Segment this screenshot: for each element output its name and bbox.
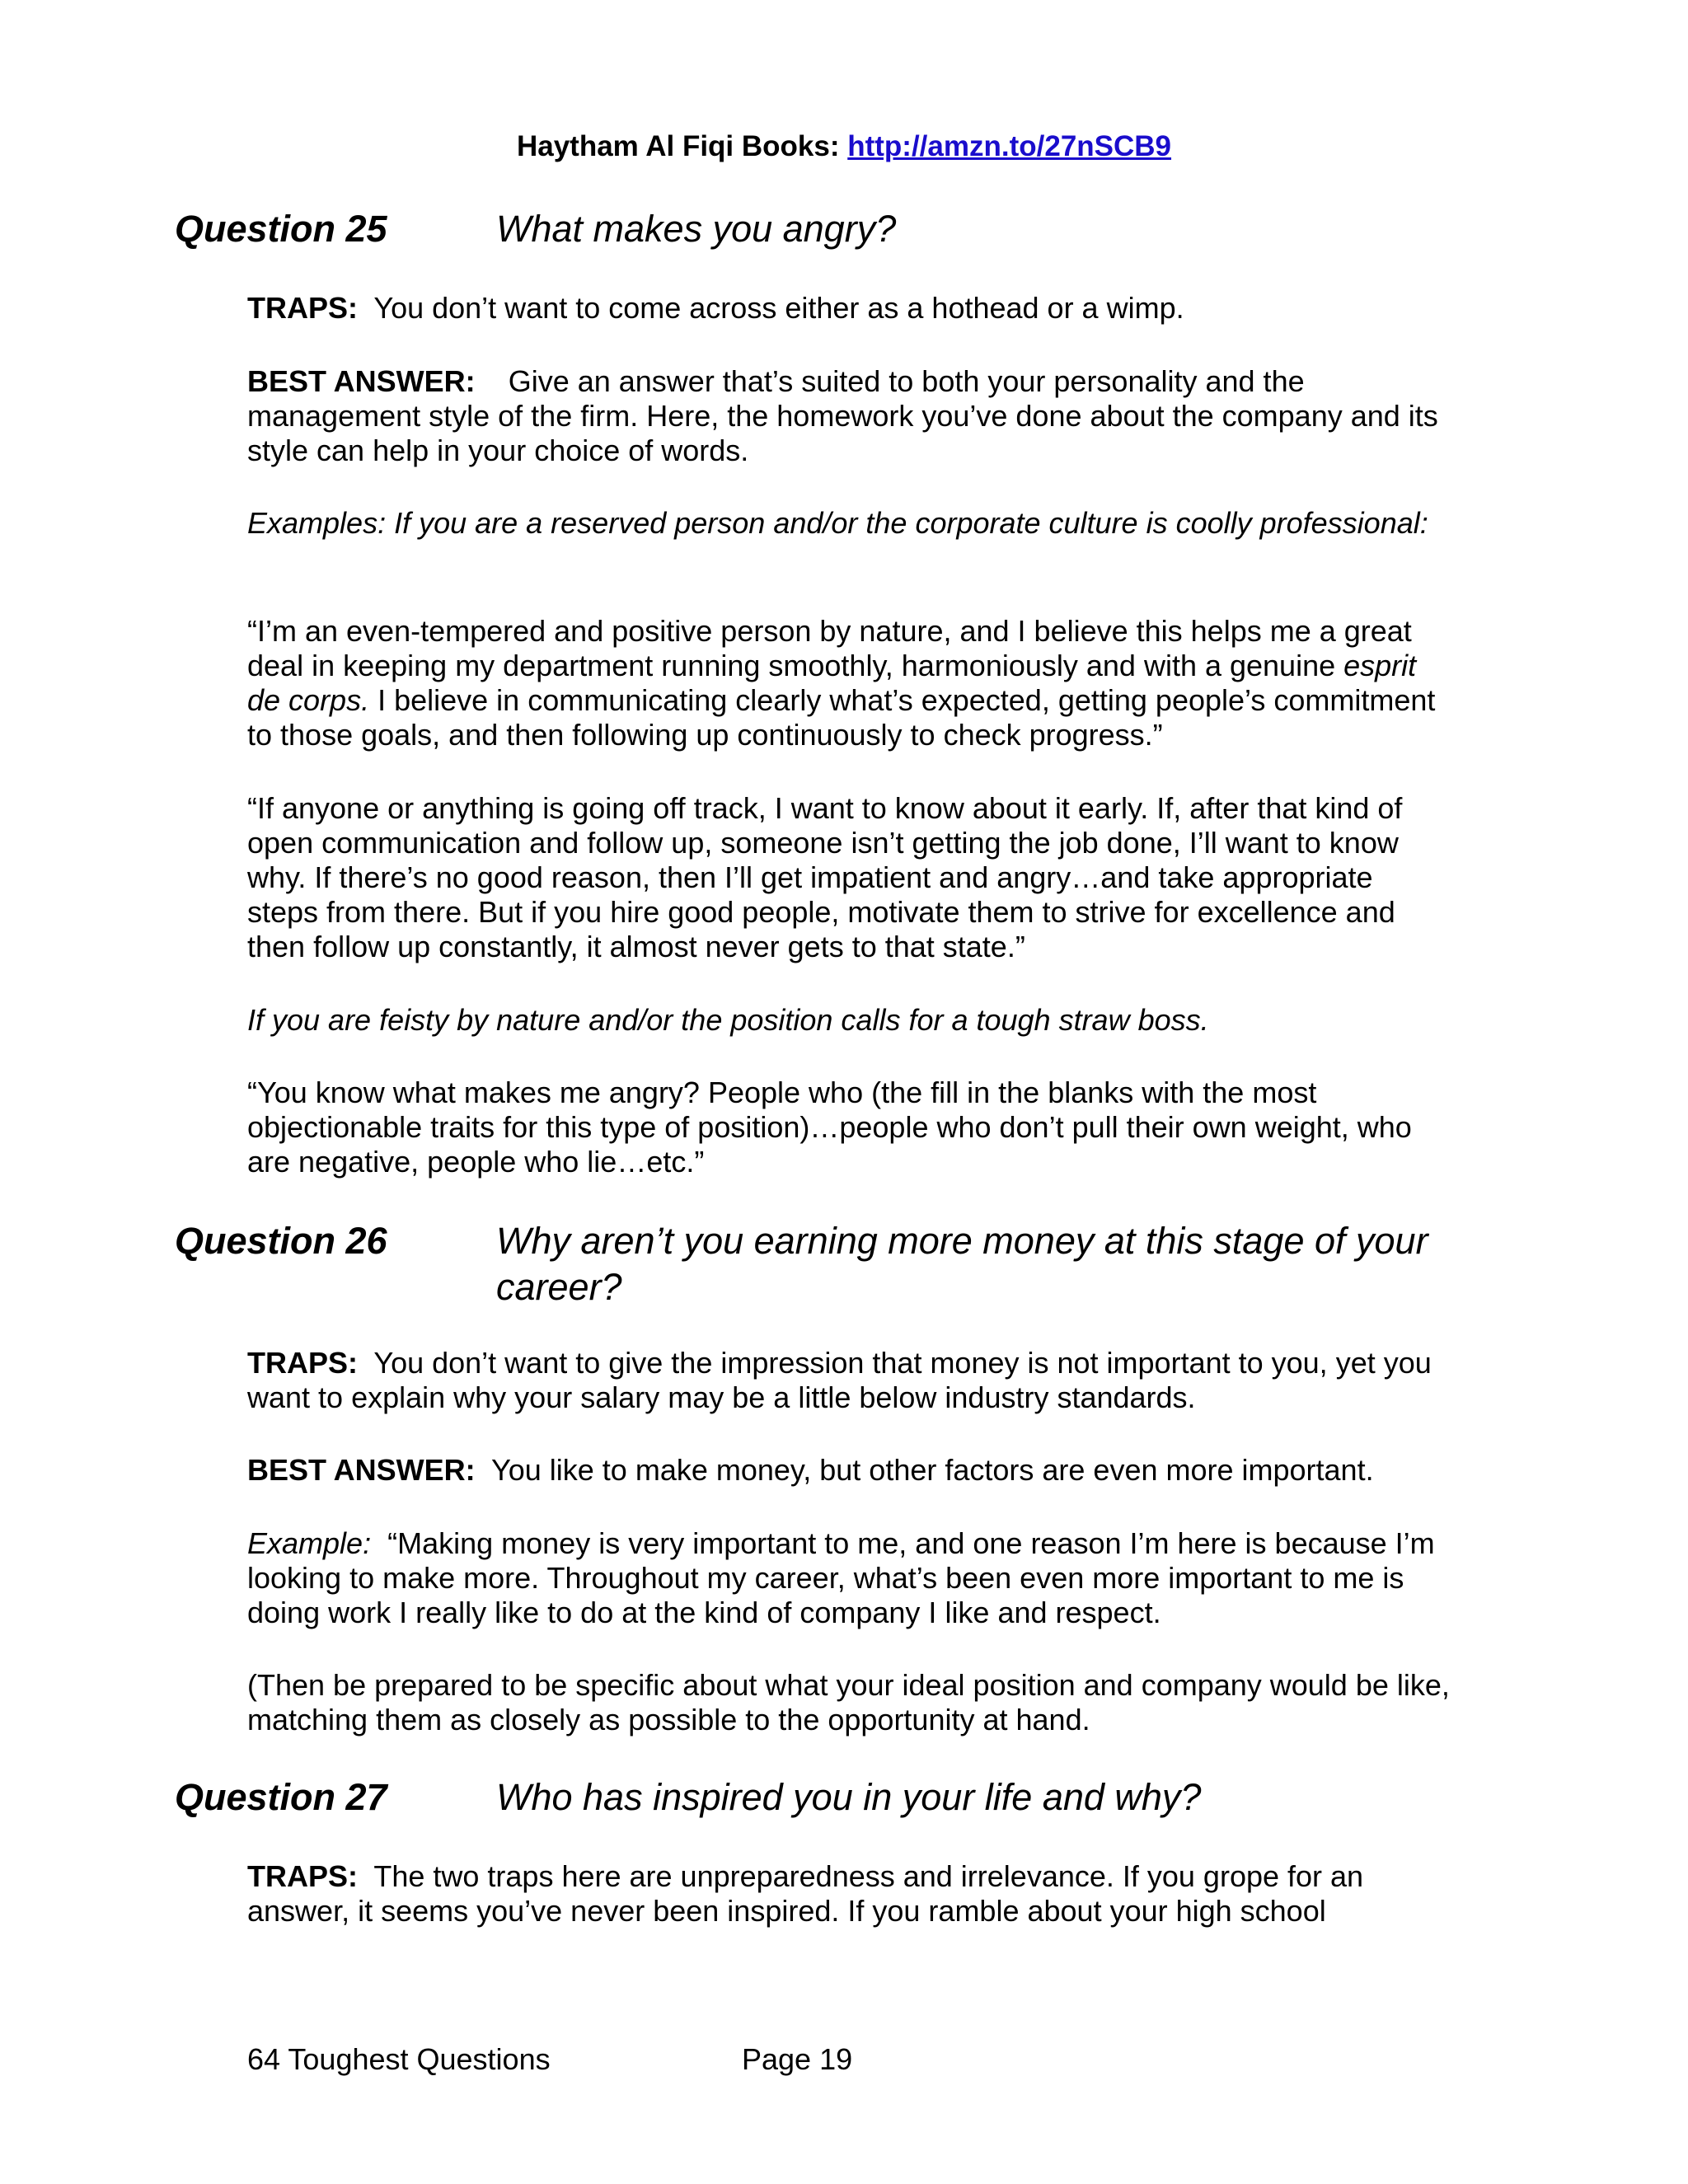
- footer-title: 64 Toughest Questions: [247, 2042, 551, 2076]
- best-answer-label: BEST ANSWER:: [247, 364, 476, 398]
- traps-text: The two traps here are unpreparedness and irrelevance. If you grope for an answer, it seems you’ve never been inspired. If you ramble about your high school: [247, 1859, 1364, 1928]
- header-label: Haytham Al Fiqi Books:: [516, 130, 848, 162]
- question-label: Question 26: [175, 1220, 387, 1262]
- q25-traps: [247, 291, 1451, 326]
- best-answer-text: You like to make money, but other factors are even more important.: [491, 1453, 1374, 1487]
- traps-text: You don’t want to give the impression that money is not important to you, yet you want to explain why your salary may be a little below industry standards.: [247, 1346, 1432, 1414]
- example-label: Example:: [247, 1526, 372, 1560]
- q26-best-answer: [247, 1453, 1451, 1488]
- question-text: Who has inspired you in your life and why?: [496, 1776, 1202, 1818]
- traps-label: TRAPS:: [247, 1859, 358, 1893]
- q25-best-answer: [247, 364, 1451, 468]
- q25-quote-1: [247, 614, 1451, 752]
- page-header: [0, 130, 1688, 163]
- traps-label: TRAPS:: [247, 291, 358, 325]
- q26-followup: (Then be prepared to be specific about what your ideal position and company would be like, matching them as closely as possible to the opportunity at hand.: [247, 1668, 1450, 1736]
- q25-quote-3: “You know what makes me angry? People who (the fill in the blanks with the most objectionable traits for this type of position)…people who don’t pull their own weight, who are negative, people who lie…etc.”: [247, 1076, 1412, 1179]
- q25-quote-2: “If anyone or anything is going off track, I want to know about it early. If, after that kind of open communication and follow up, someone isn’t getting the job done, I’ll want to know why. If there’s no good reason, then I’ll get impatient and angry…and take appropriate steps from there. But if you hire good people, motivate them to strive for excellence and then follow up constantly, it almost never gets to that state.”: [247, 791, 1403, 963]
- question-label: Question 25: [175, 208, 387, 250]
- q25-feisty-intro: If you are feisty by nature and/or the position calls for a tough straw boss.: [247, 1003, 1209, 1037]
- question-text: What makes you angry?: [496, 208, 897, 250]
- q26-example: [247, 1526, 1451, 1630]
- traps-label: TRAPS:: [247, 1346, 358, 1380]
- books-link[interactable]: http://amzn.to/27nSCB9: [847, 130, 1172, 162]
- quote-italic-phrase: esprit de corps.: [247, 649, 1417, 717]
- quote-text-continued: I believe in communicating clearly what’s expected, getting people’s commitment to those goals, and then following up continuously to check progress.”: [247, 683, 1436, 752]
- best-answer-label: BEST ANSWER:: [247, 1453, 476, 1487]
- traps-text: You don’t want to come across either as a hothead or a wimp.: [373, 291, 1184, 325]
- q25-examples-intro: Examples: If you are a reserved person and/or the corporate culture is coolly professional:: [247, 506, 1428, 540]
- question-text: Why aren’t you earning more money at this stage of your career?: [496, 1220, 1428, 1308]
- q26-traps: [247, 1346, 1451, 1415]
- q27-traps: [247, 1859, 1451, 1929]
- best-answer-text: Give an answer that’s suited to both your personality and the management style of the firm. Here, the homework you’ve done about the company and its style can help in your choice of words.: [247, 364, 1438, 467]
- quote-text: “I’m an even-tempered and positive person by nature, and I believe this helps me a great deal in keeping my department running smoothly, harmoniously and with a genuine: [247, 614, 1412, 682]
- example-text: “Making money is very important to me, and one reason I’m here is because I’m looking to make more. Throughout my career, what’s been even more important to me is doing work I really like to do at the kind of company I like and respect.: [247, 1526, 1435, 1629]
- question-label: Question 27: [175, 1776, 387, 1818]
- page-number: Page 19: [742, 2042, 853, 2076]
